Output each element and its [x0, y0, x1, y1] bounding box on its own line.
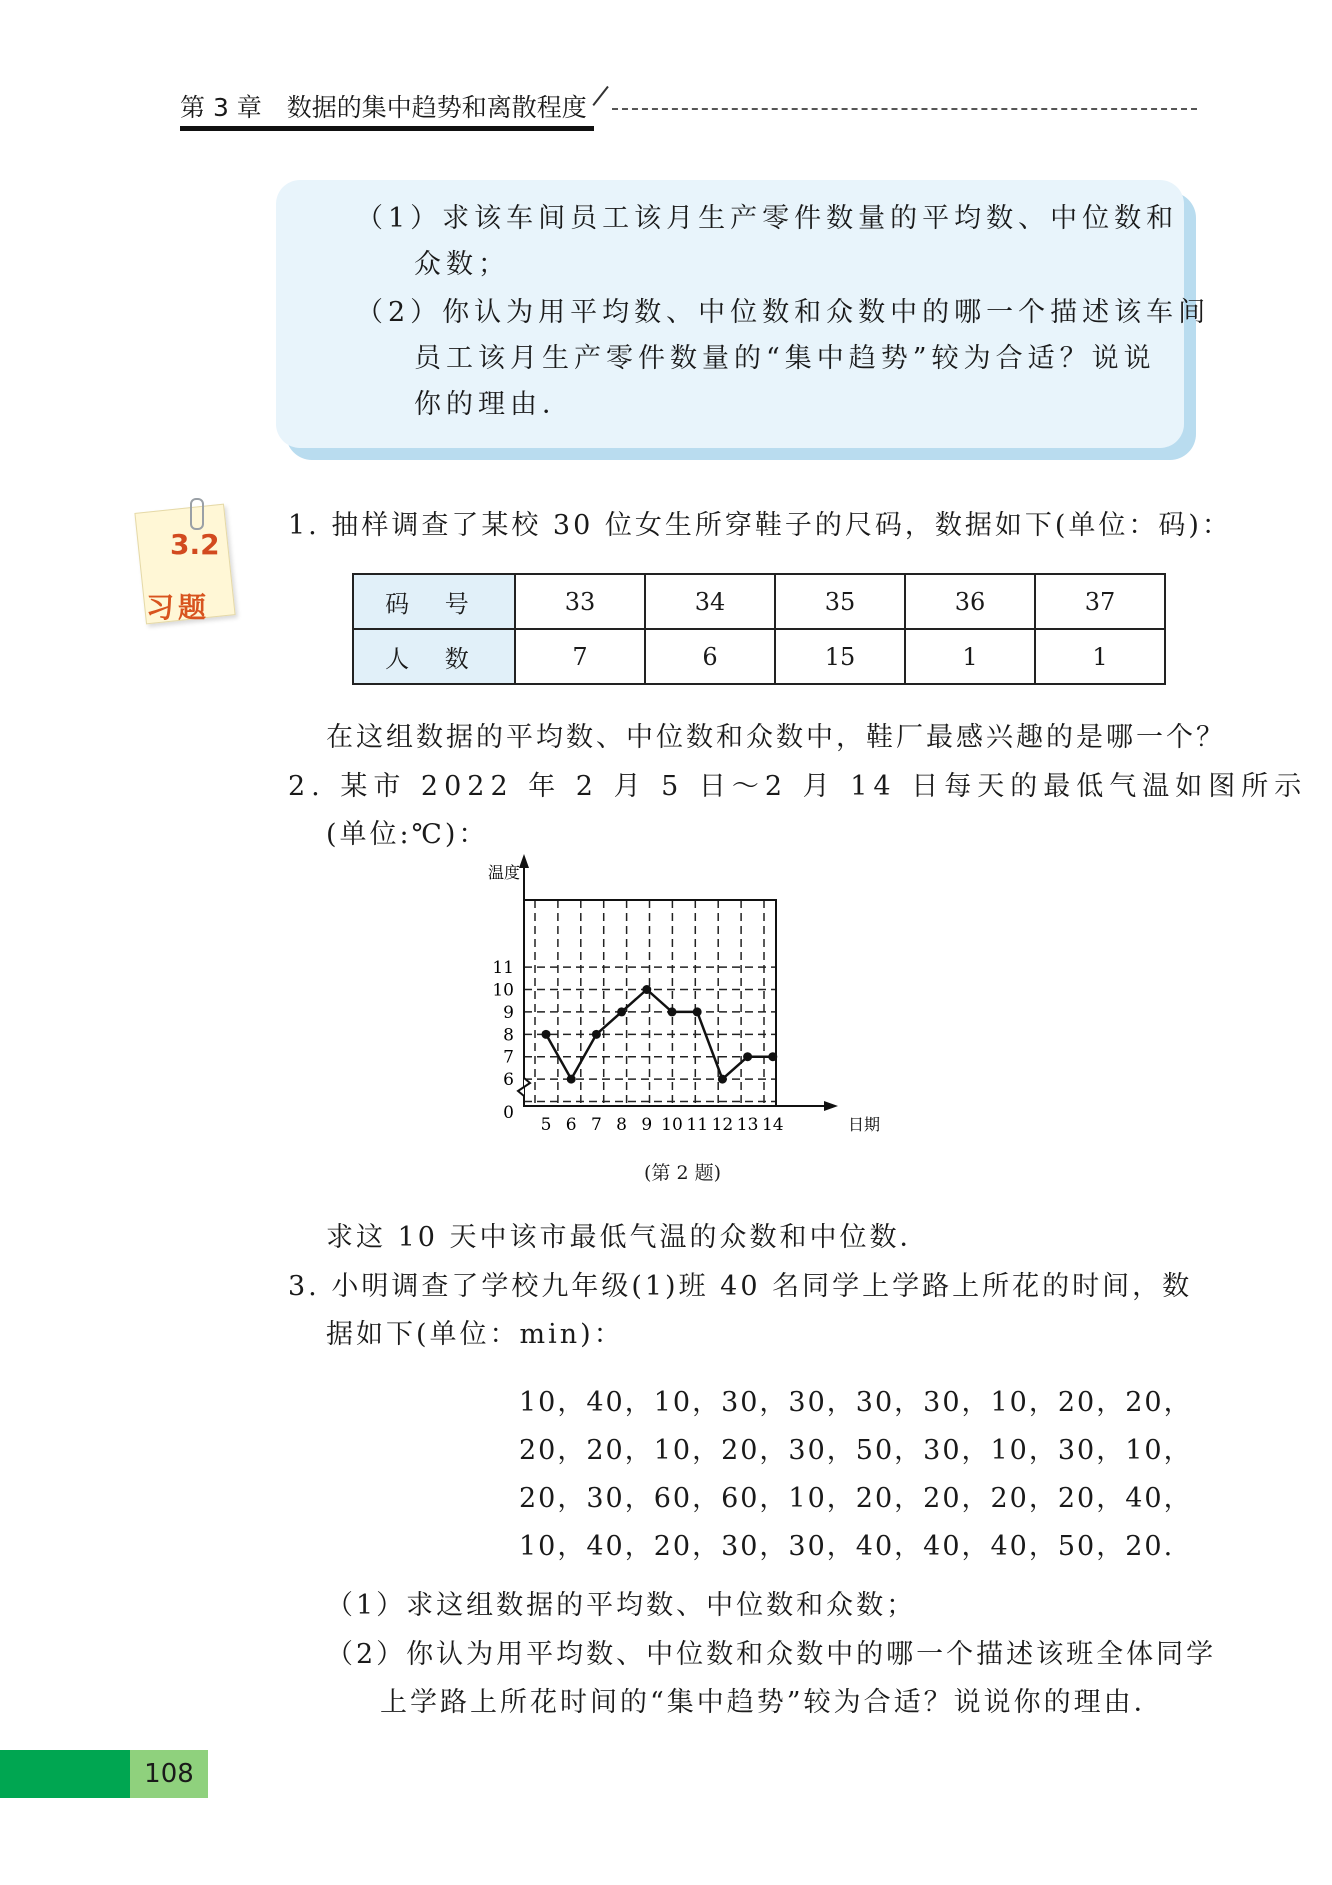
intro-q2-line2: 员工该月生产零件数量的“集中趋势”较为合适？说说	[414, 343, 1156, 374]
x-axis-label: 日期	[847, 1115, 881, 1134]
intro-q2-line3: 你的理由．	[414, 389, 574, 420]
x-tick-label: 14	[761, 1115, 784, 1135]
y-axis-arrow	[519, 854, 529, 868]
footer-green-bar	[0, 1750, 130, 1798]
problem3-text-line1: 3. 小明调查了学校九年级(1)班 40 名同学上学路上所花的时间，数	[288, 1271, 1193, 1302]
y-tick-label: 8	[503, 1025, 514, 1046]
shoe-size-table	[352, 573, 1166, 685]
x-tick-label: 7	[590, 1115, 602, 1135]
x-tick-label: 13	[736, 1115, 759, 1135]
x-tick-label: 8	[616, 1115, 628, 1135]
data-row: 20，20，10，20，30，50，30，10，30，10，	[519, 1435, 1193, 1466]
temperature-chart	[460, 848, 920, 1148]
table-cell: 6	[645, 629, 775, 684]
intro-q1-line1: （1）求该车间员工该月生产零件数量的平均数、中位数和	[356, 203, 1179, 234]
x-tick-label: 5	[540, 1115, 552, 1135]
table-cell: 36	[905, 574, 1035, 629]
x-tick-label: 6	[565, 1115, 577, 1135]
y-tick-label-zero: 0	[503, 1103, 514, 1123]
y-tick-label: 7	[503, 1047, 514, 1068]
header-underline	[180, 126, 594, 131]
table-cell: 37	[1035, 574, 1165, 629]
problem3-q2-line2: 上学路上所花时间的“集中趋势”较为合适？说说你的理由．	[380, 1687, 1164, 1718]
data-point	[592, 1030, 601, 1039]
table-cell: 15	[775, 629, 905, 684]
data-row: 20，30，60，60，10，20，20，20，20，40，	[519, 1483, 1193, 1514]
problem2-text-line1: 2. 某市 2022 年 2 月 5 日～2 月 14 日每天的最低气温如图所示	[288, 771, 1308, 802]
table-row	[353, 574, 1165, 629]
data-row: 10，40，10，30，30，30，30，10，20，20，	[519, 1387, 1193, 1418]
table-header-count: 人 数	[353, 629, 515, 684]
problem3-text-line2: 据如下(单位：min)：	[326, 1319, 624, 1350]
exercise-badge-number: 3.2	[170, 528, 220, 561]
x-tick-label: 9	[641, 1115, 653, 1135]
table-cell: 34	[645, 574, 775, 629]
paperclip-icon	[190, 498, 204, 530]
data-point	[693, 1007, 702, 1016]
y-tick-label: 11	[492, 958, 514, 979]
header-slant-line	[592, 86, 608, 106]
y-tick-label: 6	[503, 1070, 514, 1091]
data-point	[743, 1052, 752, 1061]
data-point	[567, 1075, 576, 1084]
table-cell: 35	[775, 574, 905, 629]
axis-break-mark	[518, 1078, 530, 1096]
chart-grid	[524, 900, 776, 1106]
page-number: 108	[130, 1750, 208, 1798]
data-point	[718, 1075, 727, 1084]
y-tick-label: 10	[492, 980, 514, 1001]
x-axis-arrow	[824, 1101, 838, 1111]
table-cell: 7	[515, 629, 645, 684]
data-point	[768, 1052, 777, 1061]
table-cell: 1	[1035, 629, 1165, 684]
x-tick-label: 11	[686, 1115, 709, 1135]
table-row	[353, 629, 1165, 684]
exercise-badge-label: 习题	[146, 591, 211, 624]
x-tick-label: 10	[661, 1115, 683, 1135]
problem3-q2-line1: （2）你认为用平均数、中位数和众数中的哪一个描述该班全体同学	[326, 1639, 1217, 1670]
intro-q2-line1: （2）你认为用平均数、中位数和众数中的哪一个描述该车间	[356, 297, 1211, 328]
table-cell: 1	[905, 629, 1035, 684]
problem2-text-line2: (单位:℃)：	[326, 819, 489, 850]
problem3-q1: （1）求这组数据的平均数、中位数和众数；	[326, 1590, 917, 1621]
data-row: 10，40，20，30，30，40，40，40，50，20.	[519, 1531, 1175, 1562]
x-tick-label: 12	[711, 1115, 734, 1135]
header-dashed-rule	[612, 108, 1197, 110]
data-point	[668, 1007, 677, 1016]
data-point	[642, 985, 651, 994]
data-point	[542, 1030, 551, 1039]
y-tick-label: 9	[503, 1002, 514, 1023]
problem1-question: 在这组数据的平均数、中位数和众数中，鞋厂最感兴趣的是哪一个？	[326, 722, 1226, 753]
table-header-size: 码 号	[353, 574, 515, 629]
problem2-question: 求这 10 天中该市最低气温的众数和中位数．	[326, 1222, 930, 1253]
chart-caption: (第 2 题)	[644, 1162, 721, 1184]
intro-q1-line2: 众数；	[414, 249, 510, 280]
chapter-header: 第 3 章 数据的集中趋势和离散程度	[180, 93, 587, 122]
y-axis-label: 温度	[487, 863, 520, 882]
data-point	[617, 1007, 626, 1016]
problem1-text: 1. 抽样调查了某校 30 位女生所穿鞋子的尺码，数据如下(单位：码)：	[288, 510, 1232, 541]
table-cell: 33	[515, 574, 645, 629]
